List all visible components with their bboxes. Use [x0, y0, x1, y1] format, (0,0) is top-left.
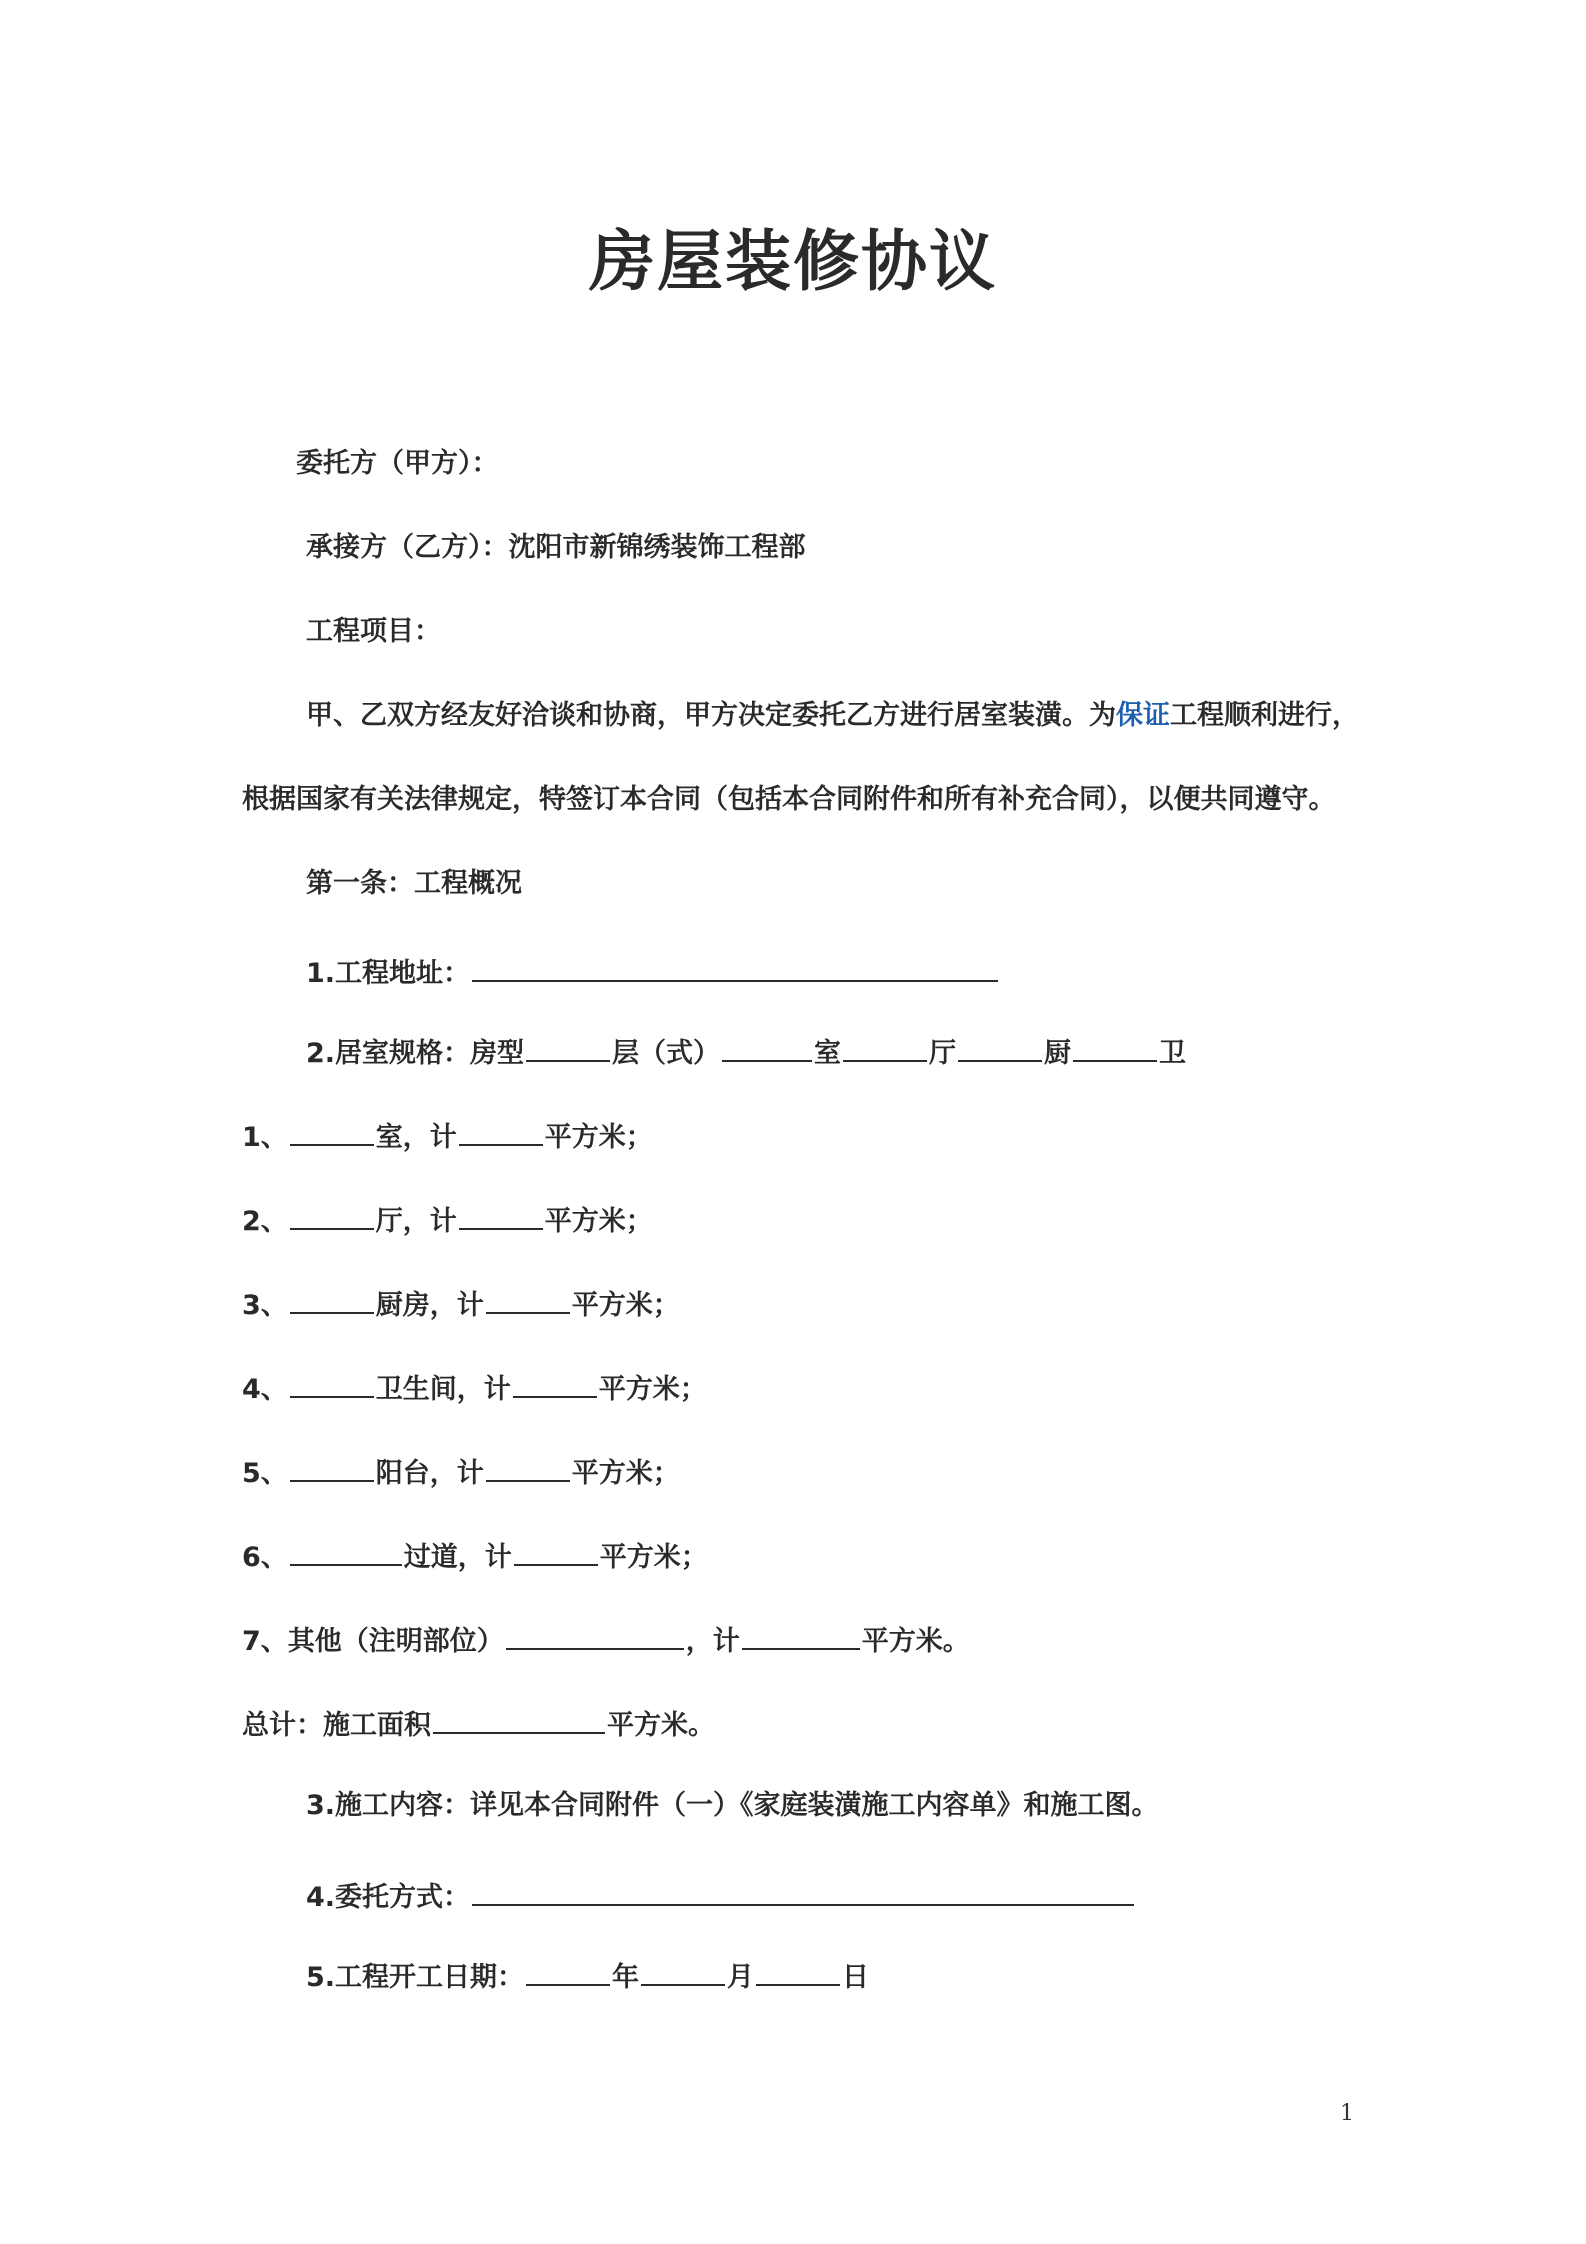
room-prefix: 3、	[242, 1290, 288, 1321]
start-day: 日	[842, 1962, 870, 1993]
spec-line	[306, 1030, 1186, 1074]
other-line	[242, 1618, 970, 1662]
room-count-blank[interactable]	[290, 1198, 374, 1230]
room-line	[242, 1282, 680, 1326]
room-prefix: 4、	[242, 1374, 288, 1405]
room-count-blank[interactable]	[290, 1450, 374, 1482]
other-area-blank[interactable]	[742, 1618, 860, 1650]
party-a-line: 委托方（甲方）：	[296, 448, 499, 479]
spec-t4: 厨	[1044, 1038, 1072, 1069]
room-prefix: 2、	[242, 1206, 288, 1237]
spec-blank-1[interactable]	[526, 1030, 610, 1062]
room-line	[242, 1366, 707, 1410]
intro-text-a: 甲、乙双方经友好洽谈和协商，甲方决定委托乙方进行居室装潢。为	[306, 700, 1116, 731]
room-name: 厅，计	[375, 1206, 457, 1237]
intro-line-1	[306, 696, 1359, 736]
start-date-line	[306, 1954, 869, 1998]
spec-blank-3[interactable]	[843, 1030, 927, 1062]
room-area-blank[interactable]	[459, 1198, 543, 1230]
room-count-blank[interactable]	[290, 1282, 374, 1314]
room-name: 过道，计	[403, 1542, 512, 1573]
room-unit: 平方米；	[571, 1458, 680, 1489]
room-name: 厨房，计	[375, 1290, 484, 1321]
intro-text-b: 工程顺利进行，	[1170, 700, 1359, 731]
room-prefix: 6、	[242, 1542, 288, 1573]
intro-line-2: 根据国家有关法律规定，特签订本合同（包括本合同附件和所有补充合同），以便共同遵守。	[242, 784, 1336, 815]
room-area-blank[interactable]	[514, 1534, 598, 1566]
room-name: 室，计	[375, 1122, 457, 1153]
spec-t2: 室	[814, 1038, 842, 1069]
room-unit: 平方米；	[599, 1542, 708, 1573]
address-line	[306, 950, 1000, 994]
spec-t3: 厅	[929, 1038, 957, 1069]
content-line: 3.施工内容：详见本合同附件（一）《家庭装潢施工内容单》和施工图。	[306, 1790, 1159, 1821]
method-label: 4.委托方式：	[306, 1882, 471, 1913]
address-blank[interactable]	[472, 950, 998, 982]
room-name: 卫生间，计	[375, 1374, 511, 1405]
room-count-blank[interactable]	[290, 1366, 374, 1398]
method-line	[306, 1874, 1136, 1918]
room-prefix: 1、	[242, 1122, 288, 1153]
room-area-blank[interactable]	[486, 1450, 570, 1482]
article-1-heading: 第一条：工程概况	[306, 868, 522, 899]
method-blank[interactable]	[472, 1874, 1134, 1906]
spec-blank-2[interactable]	[722, 1030, 812, 1062]
other-mid: ，计	[685, 1626, 740, 1657]
page-number: 1	[1340, 2101, 1354, 2126]
room-prefix: 5、	[242, 1458, 288, 1489]
address-label: 1.工程地址：	[306, 958, 471, 989]
spec-blank-4[interactable]	[958, 1030, 1042, 1062]
spec-label: 2.居室规格：房型	[306, 1038, 525, 1069]
start-label: 5.工程开工日期：	[306, 1962, 525, 1993]
start-month: 月	[727, 1962, 755, 1993]
start-year-blank[interactable]	[526, 1954, 610, 1986]
room-line	[242, 1450, 680, 1494]
document-title: 房屋装修协议	[589, 223, 997, 300]
spec-t1: 层（式）	[612, 1038, 721, 1069]
guarantee-link[interactable]: 保证	[1116, 700, 1170, 731]
start-month-blank[interactable]	[641, 1954, 725, 1986]
other-part-blank[interactable]	[506, 1618, 684, 1650]
other-label: 7、其他（注明部位）	[242, 1626, 504, 1657]
room-line	[242, 1534, 708, 1578]
start-day-blank[interactable]	[756, 1954, 840, 1986]
room-count-blank[interactable]	[290, 1534, 402, 1566]
room-area-blank[interactable]	[459, 1114, 543, 1146]
room-name: 阳台，计	[375, 1458, 484, 1489]
party-b-line: 承接方（乙方）：沈阳市新锦绣装饰工程部	[306, 532, 806, 563]
total-unit: 平方米。	[607, 1710, 715, 1741]
room-area-blank[interactable]	[513, 1366, 597, 1398]
room-unit: 平方米；	[544, 1206, 653, 1237]
other-unit: 平方米。	[861, 1626, 970, 1657]
room-area-blank[interactable]	[486, 1282, 570, 1314]
project-line: 工程项目：	[306, 616, 441, 647]
start-year: 年	[612, 1962, 640, 1993]
total-area-blank[interactable]	[433, 1702, 605, 1734]
room-line	[242, 1198, 653, 1242]
room-count-blank[interactable]	[290, 1114, 374, 1146]
room-unit: 平方米；	[544, 1122, 653, 1153]
total-line	[242, 1702, 715, 1746]
room-unit: 平方米；	[571, 1290, 680, 1321]
spec-t5: 卫	[1159, 1038, 1187, 1069]
room-unit: 平方米；	[598, 1374, 707, 1405]
spec-blank-5[interactable]	[1073, 1030, 1157, 1062]
room-line	[242, 1114, 653, 1158]
total-label: 总计：施工面积	[242, 1710, 431, 1741]
